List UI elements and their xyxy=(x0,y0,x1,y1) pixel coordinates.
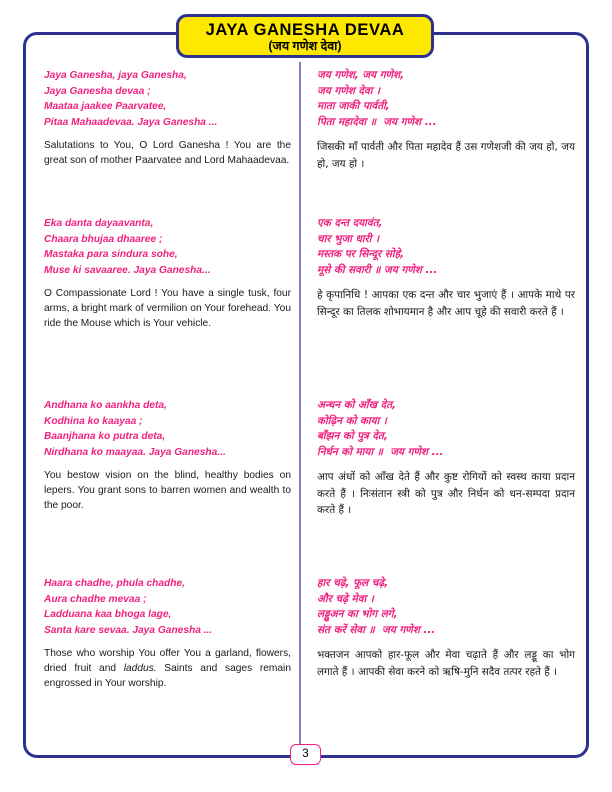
verse-line: एक दन्त दयावंत, xyxy=(317,217,383,229)
verse-line: Nirdhana ko maayaa. Jaya Ganesha... xyxy=(44,446,226,458)
page-title-devanagari: (जय गणेश देवा) xyxy=(268,38,342,53)
verse-line: मूसे की सवारी ॥ जय गणेश ... xyxy=(317,263,438,276)
meaning-part: Saints and sages remain engrossed in Your worship. xyxy=(44,662,291,689)
verse-meaning: जिसकी माँ पार्वती और पिता महादेव हैं उस गणेशजी की जय हो, जय हो, जय हो । xyxy=(317,141,575,170)
verse-block xyxy=(44,576,291,726)
verse-block xyxy=(317,68,575,216)
verse-line: माता जाकी पार्वती, xyxy=(317,100,390,113)
verse-meaning xyxy=(44,647,291,691)
verse-line: Chaara bhujaa dhaaree ; xyxy=(44,233,163,245)
verse-text xyxy=(44,216,291,278)
verse-line: Eka danta dayaavanta, xyxy=(44,218,154,229)
content-area xyxy=(23,62,589,756)
verse-meaning: Salutations to You, O Lord Ganesha ! You are the great son of mother Paarvatee and Lord Mahaadevaa. xyxy=(44,140,291,166)
verse-line: Maataa jaakee Paarvatee, xyxy=(44,101,167,113)
verse-block xyxy=(44,216,291,398)
verse-text xyxy=(317,68,575,130)
verse-line: Jaya Ganesha devaa ; xyxy=(44,85,151,97)
verse-block xyxy=(44,398,291,576)
verse-line: Kodhina ko kaayaa ; xyxy=(44,415,143,427)
verse-line: Mastaka para sindura sohe, xyxy=(44,249,178,261)
verse-block xyxy=(317,216,575,398)
verse-line: जय गणेश देवा । xyxy=(317,84,380,97)
verse-line: बाँझन को पुत्र देत, xyxy=(317,430,388,443)
roman-column xyxy=(23,62,301,756)
verse-line: निर्धन को माया ॥ जय गणेश ... xyxy=(317,445,444,458)
verse-line: Santa kare sevaa. Jaya Ganesha ... xyxy=(44,624,213,636)
verse-line: Pitaa Mahaadevaa. Jaya Ganesha ... xyxy=(44,116,218,128)
title-banner xyxy=(176,14,434,58)
verse-line: और चढ़े मेवा । xyxy=(317,592,374,605)
verse-line: अन्धन को आँख देत, xyxy=(317,399,397,411)
verse-line: पिता महादेवा ॥ जय गणेश ... xyxy=(317,115,437,128)
verse-meaning: आप अंधों को आँख देते हैं और कुष्ट रोगियों को स्वस्थ काया प्रदान करते हैं । निःसंतान स्त्री को पुत्र और निर्धन को धन-सम्पदा प्रदान करते हैं । xyxy=(317,471,575,516)
verse-line: Muse ki savaaree. Jaya Ganesha... xyxy=(44,264,211,276)
verse-line: Ladduana kaa bhoga lage, xyxy=(44,609,172,621)
verse-text xyxy=(317,576,575,638)
verse-text xyxy=(317,398,575,460)
verse-block xyxy=(44,68,291,216)
page-title: JAYA GANESHA DEVAA xyxy=(205,21,405,39)
verse-text xyxy=(44,576,291,638)
verse-text xyxy=(317,216,575,278)
verse-line: लड्डुअन का भोग लगे, xyxy=(317,608,398,621)
verse-line: मस्तक पर सिन्दूर सोहे, xyxy=(317,248,405,261)
verse-text xyxy=(44,68,291,130)
verse-text xyxy=(44,398,291,460)
page-number: 3 xyxy=(290,744,321,765)
column-divider xyxy=(299,62,301,755)
verse-line: हार चढ़े, फूल चढ़े, xyxy=(317,577,389,589)
verse-meaning: हे कृपानिधि ! आपका एक दन्त और चार भुजाएं हैं । आपके माथे पर सिन्दूर का तिलक शोभायमान है और आप चूहे की सवारी करते हैं । xyxy=(317,289,575,318)
verse-line: Baanjhana ko putra deta, xyxy=(44,431,166,443)
verse-line: कोढ़िन को काया । xyxy=(317,414,387,427)
verse-block xyxy=(317,576,575,726)
verse-line: Haara chadhe, phula chadhe, xyxy=(44,578,185,589)
verse-meaning: O Compassionate Lord ! You have a single tusk, four arms, a bright mark of vermilion on Your forehead. You ride the Mouse which is Your vehicle. xyxy=(44,288,291,329)
meaning-emphasis: laddus. xyxy=(123,662,157,674)
verse-line: जय गणेश, जय गणेश, xyxy=(317,69,405,81)
verse-line: Andhana ko aankha deta, xyxy=(44,400,167,411)
verse-line: Jaya Ganesha, jaya Ganesha, xyxy=(44,70,187,81)
verse-line: Aura chadhe mevaa ; xyxy=(44,593,147,605)
verse-line: चार भुजा धारी । xyxy=(317,232,380,245)
verse-block xyxy=(317,398,575,576)
verse-meaning: भक्तजन आपको हार-फूल और मेवा चढ़ाते हैं और लड्डू का भोग लगाते हैं । आपकी सेवा करने को ऋषि-मुनि सदैव तत्पर रहते हैं । xyxy=(317,649,575,678)
meaning-part: Those who worship You offer You a garland, flowers, dried fruit and xyxy=(44,648,291,674)
hindi-column xyxy=(301,62,589,756)
verse-line: संत करें सेवा ॥ जय गणेश ... xyxy=(317,623,436,636)
verse-meaning: You bestow vision on the blind, healthy bodies on lepers. You grant sons to barren women and wealth to the poor. xyxy=(44,470,291,511)
